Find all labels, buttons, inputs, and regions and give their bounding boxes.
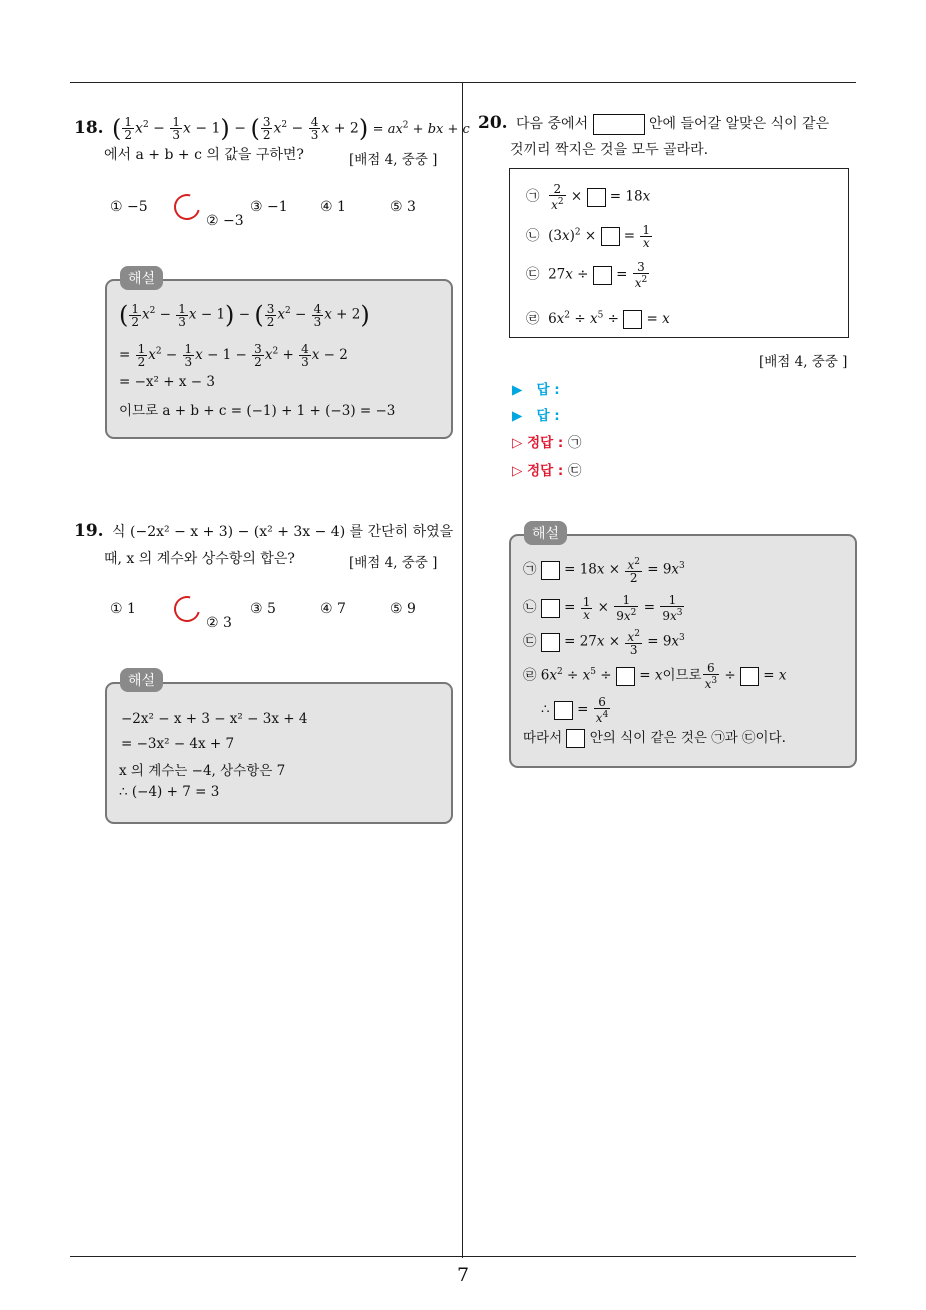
q20-option-c: ㉢ 27x ÷ = $\frac{3}{x^2}$ — [526, 260, 648, 290]
q18-choice-2[interactable]: ② −3 — [180, 199, 244, 229]
top-rule — [70, 82, 856, 83]
q18-meta: [배점 4, 중중 ] — [349, 152, 438, 168]
q19-line2: 때, x 의 계수와 상수항의 합은? — [104, 551, 295, 567]
q18-solution-box — [105, 279, 453, 439]
q20-meta: [배점 4, 중중 ] — [759, 354, 848, 370]
q20-line2: 것끼리 짝지은 것을 모두 골라라. — [510, 142, 709, 158]
q19-sol-line2: = −3x² − 4x + 7 — [121, 736, 235, 752]
page-number: 7 — [456, 1264, 470, 1286]
selected-circle-mark — [169, 591, 205, 627]
q18-sol-line4: 이므로 a + b + c = (−1) + 1 + (−3) = −3 — [119, 403, 396, 419]
q18-solution-badge: 해설 — [120, 266, 163, 290]
q19-number: 19. — [74, 521, 104, 541]
q18-sol-line2: = $\frac{1}{2}$ $x^2$ − $\frac{1}{3}$ x − 1 − $\frac{3}{2}$ $x^2$ + $\frac{4}{3}$ x − 2 — [119, 342, 348, 369]
q20-sol-a: ㉠ = 18x × $\frac{x^2}{2}$ = $9x^3$ — [523, 557, 685, 585]
q19-choice-4[interactable]: ④ 7 — [320, 601, 346, 617]
q18-choice-3[interactable]: ③ −1 — [250, 199, 288, 215]
q20-sol-d: ㉣ $6x^2 \div x^5$ ÷ = x이므로 $\frac{6}{x^3}$ ÷ = x — [523, 661, 787, 691]
correct-answer-row-1: ▷ 정답 : ㉠ — [512, 435, 582, 451]
q20-solution-box — [509, 534, 857, 768]
q18-choice-4[interactable]: ④ 1 — [320, 199, 346, 215]
q20-number: 20. — [478, 113, 508, 133]
q20-option-a: ㉠ $\frac{2}{x^2}$ × = 18x — [526, 182, 651, 212]
q18-line2: 에서 a + b + c 의 값을 구하면? — [104, 147, 304, 163]
q18-sol-line1: ( $\frac{1}{2}$ $x^2$ − $\frac{1}{3}$ x − 1) − ( $\frac{3}{2}$ $x^2$ − $\frac{4}{3}$ x + 2) — [119, 301, 370, 329]
q19-sol-line1: −2x² − x + 3 − x² − 3x + 4 — [121, 711, 308, 727]
q18-choice-1[interactable]: ① −5 — [110, 199, 148, 215]
q20-option-b: ㉡ $(3x)^2$ × = $\frac{1}{x}$ — [526, 223, 651, 250]
q19-line1: 19. 식 (−2x² − x + 3) − (x² + 3x − 4) 를 간단히 하였을 — [74, 521, 454, 541]
q19-choice-2[interactable]: ② 3 — [180, 601, 232, 631]
q19-solution-box — [105, 682, 453, 824]
q19-choice-3[interactable]: ③ 5 — [250, 601, 276, 617]
q18-sol-line3: = −x² + x − 3 — [119, 374, 215, 390]
q20-sol-therefore: ∴ = $\frac{6}{x^4}$ — [541, 695, 609, 725]
q19-solution-badge: 해설 — [120, 668, 163, 692]
selected-circle-mark — [169, 189, 205, 225]
q20-options-box — [509, 168, 849, 338]
q19-choice-1[interactable]: ① 1 — [110, 601, 136, 617]
answer-row-2[interactable]: ▶ 답 : — [512, 408, 560, 424]
bottom-rule — [70, 1256, 856, 1257]
answer-row-1[interactable]: ▶ 답 : — [512, 382, 560, 398]
q20-line1: 20. 다음 중에서 안에 들어갈 알맞은 식이 같은 — [478, 113, 830, 133]
q20-sol-b: ㉡ = $\frac{1}{x}$ × $\frac{1}{9x^2}$ = $\frac{1}{9x^3}$ — [523, 593, 683, 623]
q18-line1: 18. ( $\frac{1}{2}$ $x^2$ − $\frac{1}{3}$ x − 1) − ( $\frac{3}{2}$ $x^2$ − $\frac{4}{3}$ $x + 2) = ax^2$ + bx + c — [74, 114, 470, 143]
q20-sol-c: ㉢ = 27x × $\frac{x^2}{3}$ = $9x^3$ — [523, 629, 685, 657]
q19-meta: [배점 4, 중중 ] — [349, 555, 438, 571]
q19-sol-line3: x 의 계수는 −4, 상수항은 7 — [119, 763, 286, 779]
q18-number: 18. — [74, 117, 104, 138]
q19-sol-line4: ∴ (−4) + 7 = 3 — [119, 784, 220, 800]
q20-sol-conclusion: 따라서 안의 식이 같은 것은 ㉠과 ㉢이다. — [523, 730, 786, 746]
q20-solution-badge: 해설 — [524, 521, 567, 545]
q20-option-d: ㉣ $6x^2 \div x^5$ ÷ = x — [526, 310, 670, 327]
q20-blank-box — [593, 114, 645, 135]
q19-choice-5[interactable]: ⑤ 9 — [390, 601, 416, 617]
q18-choice-5[interactable]: ⑤ 3 — [390, 199, 416, 215]
correct-answer-row-2: ▷ 정답 : ㉢ — [512, 463, 582, 479]
column-divider — [462, 82, 463, 1258]
